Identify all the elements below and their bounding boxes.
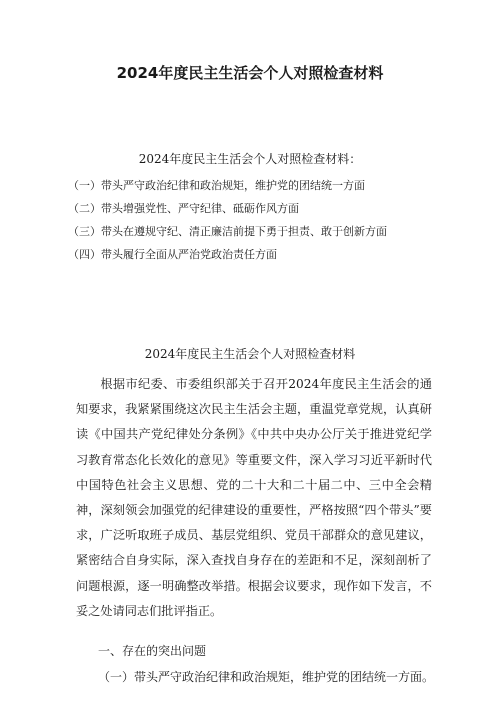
body-heading: 2024年度民主生活会个人对照检查材料: [144, 347, 356, 361]
toc-heading: 2024年度民主生活会个人对照检查材料：: [138, 152, 362, 166]
subsection-heading: （一）带头严守政治纪律和政治规矩，维护党的团结统一方面。: [98, 670, 435, 684]
toc-item: （三）带头在遵规守纪、清正廉洁前提下勇于担责、敢于创新方面: [68, 225, 387, 238]
document-title: 2024年度民主生活会个人对照检查材料: [116, 64, 384, 82]
intro-paragraph: 根据市纪委、市委组织部关于召开2024年度民主生活会的通知要求，我紧紧围绕这次民主生活会主题，重温党章党规，认真研读《中国共产党纪律处分条例》《中共中央办公厅关于推进党纪学习教育常态化长效化的意见》等重要文件，深入学习习近平新时代中国特色社会主义思想、党的二十大和二十届二中、三中全会精神，深刻领会加强党的纪律建设的重要性，严格按照“四个带头”要求，广泛听取班子成员、基层党组织、党员干部群众的意见建议，紧密结合自身实际，深入查找自身存在的差距和不足，深刻剖析了问题根源，逐一明确整改举措。根据会议要求，现作如下发言，不妥之处请同志们批评指正。: [76, 377, 432, 618]
toc-item: （二）带头增强党性、严守纪律、砥砺作风方面: [68, 202, 299, 215]
section-heading: 一、存在的突出问题: [98, 644, 207, 658]
toc-item: （四）带头履行全面从严治党政治责任方面: [68, 248, 277, 261]
toc-list: [68, 174, 438, 266]
toc-item: （一）带头严守政治纪律和政治规矩，维护党的团结统一方面: [68, 179, 365, 192]
